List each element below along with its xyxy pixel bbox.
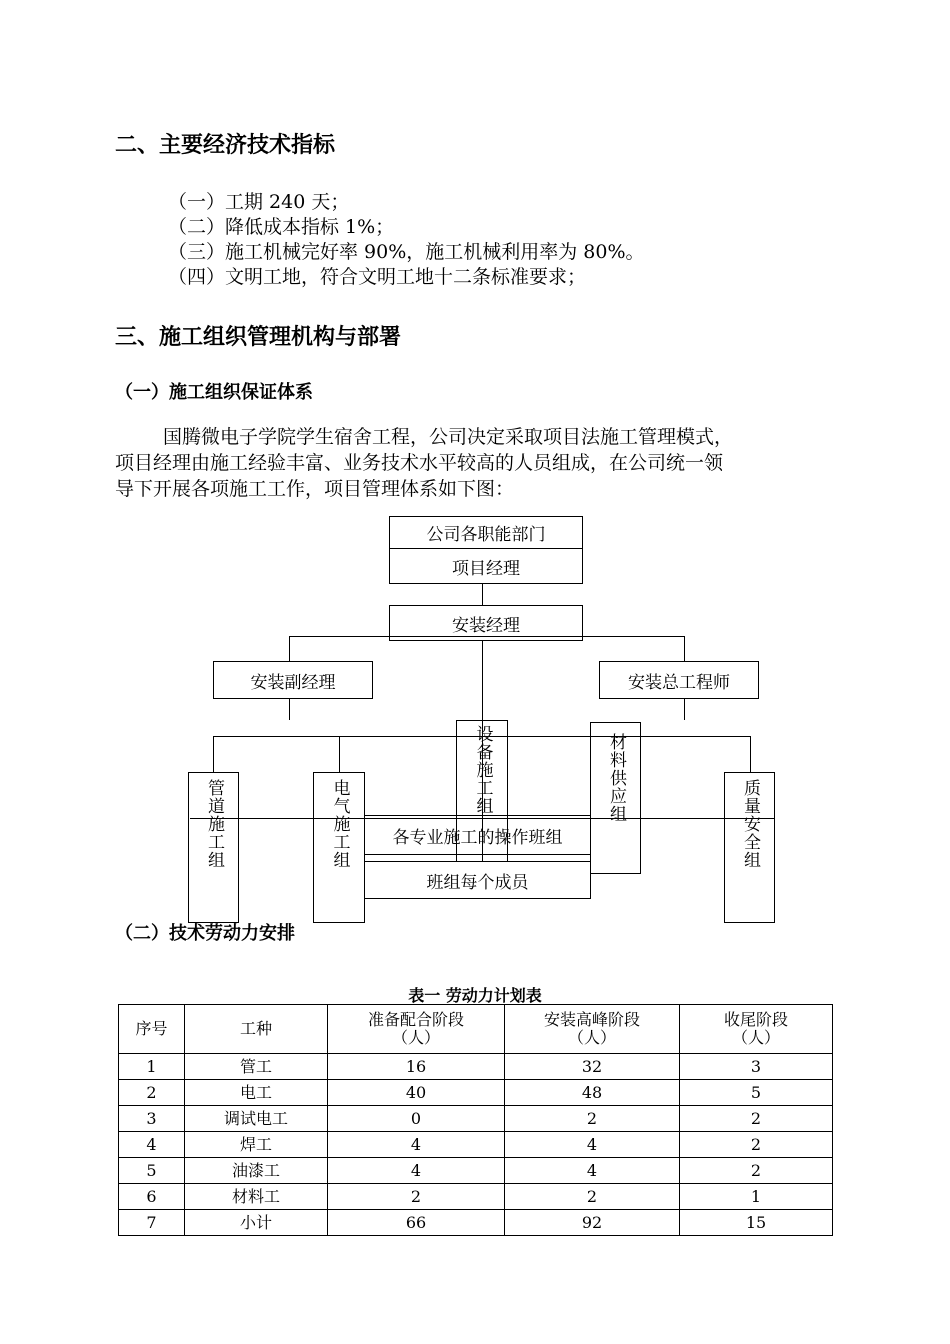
- cell-prep: 2: [328, 1184, 505, 1210]
- cell-peak: 92: [505, 1210, 680, 1236]
- cell-peak: 2: [505, 1184, 680, 1210]
- table-row: [119, 1184, 833, 1210]
- cell-final: 15: [680, 1210, 833, 1236]
- material-group-box: [590, 722, 641, 874]
- indicator-civilized: （四）文明工地，符合文明工地十二条标准要求；: [168, 266, 587, 288]
- cell-prep: 4: [328, 1132, 505, 1158]
- table-row-total: [119, 1210, 833, 1236]
- connector-line: [684, 636, 685, 661]
- electric-group-box: [313, 772, 365, 923]
- cell-prep: 66: [328, 1210, 505, 1236]
- cell-index: 2: [119, 1080, 185, 1106]
- cell-trade: 调试电工: [185, 1106, 328, 1132]
- indicator-machinery: （三）施工机械完好率 90%，施工机械利用率为 80%。: [168, 241, 645, 263]
- connector-line: [289, 698, 290, 720]
- cell-trade: 材料工: [185, 1184, 328, 1210]
- cell-peak: 32: [505, 1054, 680, 1080]
- table-row: [119, 1132, 833, 1158]
- indicator-cost: （二）降低成本指标 1%；: [168, 216, 395, 238]
- cell-trade: 管工: [185, 1054, 328, 1080]
- cell-prep: 4: [328, 1158, 505, 1184]
- table-caption: 表一 劳动力计划表: [408, 986, 542, 1005]
- labor-plan-table: [118, 1004, 833, 1236]
- table-row: [119, 1158, 833, 1184]
- cell-final: 2: [680, 1106, 833, 1132]
- operation-teams-label: 各专业施工的操作班组: [392, 827, 563, 848]
- install-manager-box: [389, 605, 583, 641]
- cell-prep: 40: [328, 1080, 505, 1106]
- connector-line: [750, 736, 751, 772]
- pipe-group-box: [188, 772, 239, 923]
- cell-prep: 0: [328, 1106, 505, 1132]
- cell-final: 2: [680, 1158, 833, 1184]
- paragraph-line: 导下开展各项施工工作，项目管理体系如下图：: [115, 478, 515, 500]
- equipment-group-label: 设备施工组: [472, 725, 493, 815]
- cell-trade: 电工: [185, 1080, 328, 1106]
- cell-final: 5: [680, 1080, 833, 1106]
- dept-label: 公司各职能部门: [426, 525, 546, 545]
- intro-paragraph: [115, 424, 840, 502]
- cell-index: 5: [119, 1158, 185, 1184]
- cell-index: 1: [119, 1054, 185, 1080]
- install-manager-label: 安装经理: [452, 615, 520, 636]
- indicator-duration: （一）工期 240 天；: [168, 191, 350, 213]
- chief-engineer-box: [599, 661, 759, 699]
- cell-peak: 2: [505, 1106, 680, 1132]
- project-manager-box: [389, 548, 583, 584]
- pipe-group-label: 管道施工组: [204, 779, 224, 869]
- cell-trade: 小计: [185, 1210, 328, 1236]
- cell-trade: 油漆工: [185, 1158, 328, 1184]
- cell-peak: 4: [505, 1158, 680, 1184]
- project-manager-label: 项目经理: [452, 558, 520, 579]
- cell-trade: 焊工: [185, 1132, 328, 1158]
- table-header-row: [119, 1005, 833, 1054]
- cell-final: 3: [680, 1054, 833, 1080]
- operation-teams-box: [364, 815, 591, 855]
- subsection1-heading: （一）施工组织保证体系: [115, 382, 313, 403]
- table-row: [119, 1054, 833, 1080]
- electric-group-label: 电气施工组: [329, 779, 350, 869]
- subsection2-heading: （二）技术劳动力安排: [115, 923, 295, 944]
- team-members-label: 班组每个成员: [426, 872, 529, 893]
- header-prep-stage: 准备配合阶段 （人）: [328, 1005, 505, 1054]
- section3-heading: 三、施工组织管理机构与部署: [115, 325, 402, 350]
- table-row: [119, 1080, 833, 1106]
- connector-line: [684, 698, 685, 720]
- connector-line: [339, 736, 340, 772]
- connector-line: [213, 736, 214, 772]
- cell-final: 1: [680, 1184, 833, 1210]
- material-group-label: 材料供应组: [606, 733, 626, 823]
- paragraph-line: 项目经理由施工经验丰富、业务技术水平较高的人员组成，在公司统一领: [115, 452, 724, 474]
- deputy-manager-box: [213, 661, 373, 699]
- deputy-manager-label: 安装副经理: [250, 672, 336, 693]
- header-final-stage: 收尾阶段 （人）: [680, 1005, 833, 1054]
- cell-index: 7: [119, 1210, 185, 1236]
- header-peak-stage: 安装高峰阶段 （人）: [505, 1005, 680, 1054]
- section2-heading: 二、主要经济技术指标: [115, 133, 336, 158]
- cell-index: 4: [119, 1132, 185, 1158]
- cell-final: 2: [680, 1132, 833, 1158]
- quality-group-box: [724, 772, 775, 923]
- connector-line: [482, 583, 483, 605]
- connector-line: [289, 636, 290, 661]
- cell-index: 3: [119, 1106, 185, 1132]
- paragraph-line: 国腾微电子学院学生宿舍工程，公司决定采取项目法施工管理模式，: [163, 426, 734, 448]
- table-row: [119, 1106, 833, 1132]
- cell-peak: 4: [505, 1132, 680, 1158]
- quality-group-label: 质量安全组: [740, 779, 760, 869]
- cell-peak: 48: [505, 1080, 680, 1106]
- chief-engineer-label: 安装总工程师: [628, 672, 730, 693]
- header-trade: 工种: [185, 1005, 328, 1054]
- cell-prep: 16: [328, 1054, 505, 1080]
- cell-index: 6: [119, 1184, 185, 1210]
- header-index: 序号: [119, 1005, 185, 1054]
- team-members-box: [364, 861, 591, 899]
- dept-box: [389, 516, 583, 549]
